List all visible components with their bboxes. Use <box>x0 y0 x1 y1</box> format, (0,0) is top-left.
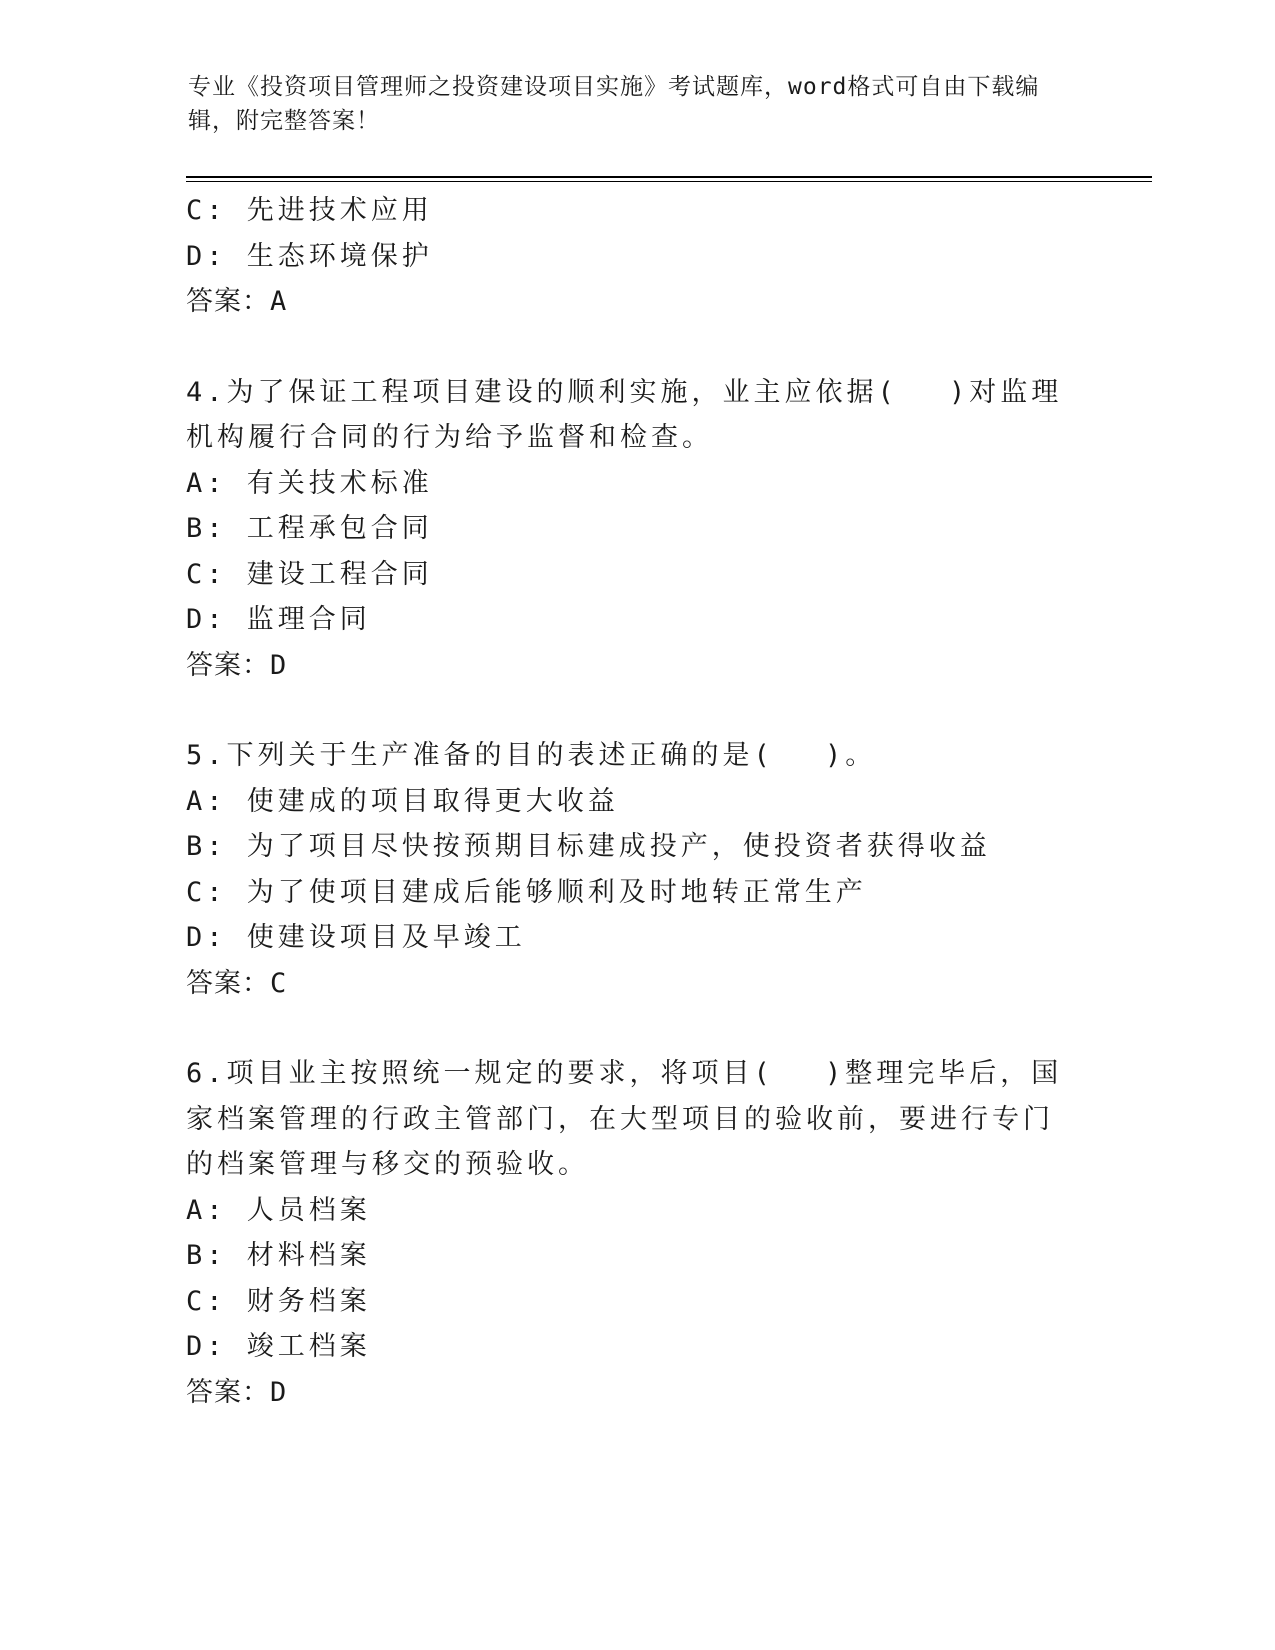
spacer <box>186 688 1086 733</box>
answer-line <box>186 961 1086 1007</box>
spacer <box>186 325 1086 370</box>
option-d: D: 使建设项目及早竣工 <box>186 922 526 953</box>
question-stem: 6.项目业主按照统一规定的要求，将项目( )整理完毕后，国家档案管理的行政主管部门，在大型项目的验收前，要进行专门的档案管理与移交的预验收。 <box>186 1058 1063 1180</box>
option-d: D: 监理合同 <box>186 604 371 635</box>
option-b: B: 材料档案 <box>186 1240 371 1271</box>
option-b: B: 工程承包合同 <box>186 513 433 544</box>
answer-value: A <box>270 286 288 317</box>
answer-value: D <box>270 649 288 681</box>
answer-line <box>186 643 1086 689</box>
question-block-6 <box>186 1051 1086 1415</box>
option-c: C: 为了使项目建成后能够顺利及时地转正常生产 <box>186 876 867 908</box>
option-a: A: 人员档案 <box>186 1194 371 1226</box>
option-a: A: 使建成的项目取得更大收益 <box>186 785 619 817</box>
header-rule-thick <box>186 176 1152 178</box>
answer-value: C <box>270 967 288 999</box>
option-b: B: 为了项目尽快按预期目标建成投产，使投资者获得收益 <box>186 831 991 862</box>
document-header: 专业《投资项目管理师之投资建设项目实施》考试题库，word格式可自由下载编辑，附完整答案！ <box>188 74 1040 134</box>
option-d: D: 竣工档案 <box>186 1331 371 1362</box>
question-block-5 <box>186 733 1086 1006</box>
option-d: D: 生态环境保护 <box>186 240 433 272</box>
option-c: C: 先进技术应用 <box>186 195 433 226</box>
header-rule-thin <box>186 181 1152 182</box>
answer-label: 答案： <box>186 967 270 999</box>
option-c: C: 财务档案 <box>186 1285 371 1317</box>
answer-label: 答案： <box>186 286 270 317</box>
answer-label: 答案： <box>186 649 270 681</box>
prev-question-block <box>186 188 1086 325</box>
question-block-4 <box>186 370 1086 689</box>
option-a: A: 有关技术标准 <box>186 467 433 499</box>
question-stem: 5.下列关于生产准备的目的表述正确的是( )。 <box>186 740 877 771</box>
question-stem: 4.为了保证工程项目建设的顺利实施，业主应依据( )对监理机构履行合同的行为给予监督和检查。 <box>186 376 1063 453</box>
answer-label: 答案： <box>186 1376 270 1408</box>
question-list <box>186 188 1086 1415</box>
spacer <box>186 1006 1086 1051</box>
option-c: C: 建设工程合同 <box>186 558 433 590</box>
answer-line <box>186 279 1086 325</box>
answer-line <box>186 1370 1086 1416</box>
answer-value: D <box>270 1376 288 1408</box>
